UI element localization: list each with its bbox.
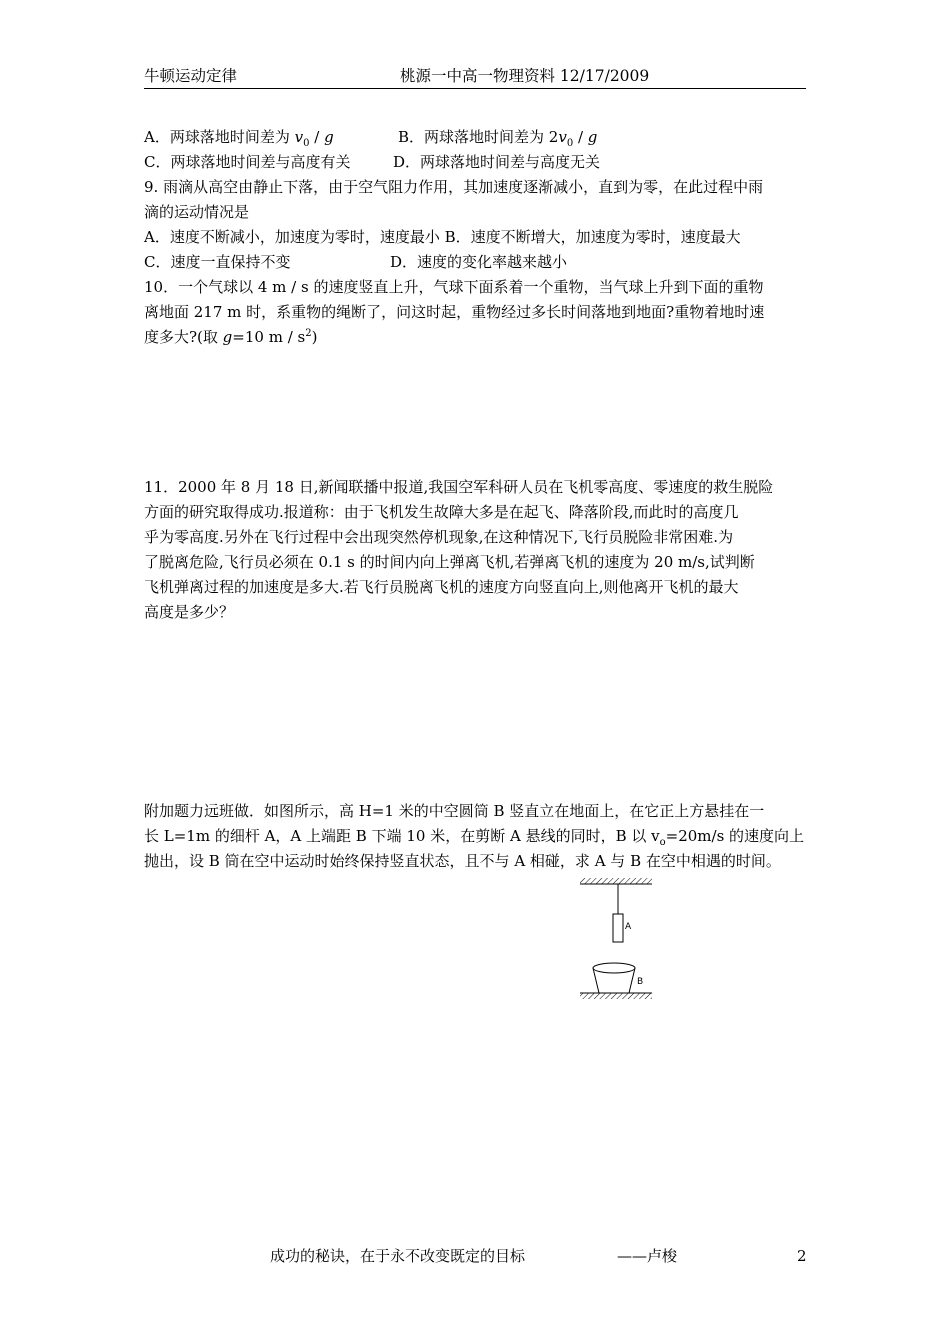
label-a: A <box>625 922 632 932</box>
q11-line6: 高度是多少？ <box>144 603 235 621</box>
header-left: 牛顿运动定律 <box>144 67 238 85</box>
cylinder-b-top <box>593 963 635 973</box>
q8-option-d: D．两球落地时间差与高度无关 <box>393 153 601 171</box>
footer-quote: 成功的秘诀，在于永不改变既定的目标 <box>270 1247 526 1265</box>
footer-author: ——卢梭 <box>617 1247 678 1265</box>
q11-line2: 方面的研究取得成功.报道称：由于飞机发生故障大多是在起飞、降落阶段,而此时的高度几 <box>144 503 739 521</box>
q11-line5: 飞机弹离过程的加速度是多大.若飞行员脱离飞机的速度方向竖直向上,则他离开飞机的最大 <box>144 578 739 596</box>
q8-option-a-v: v <box>294 128 304 146</box>
ceiling-hatch <box>580 878 652 884</box>
q8-option-a <box>144 126 334 149</box>
header-center: 桃源一中高一物理资料 12/17/2009 <box>400 67 650 85</box>
q10-line2: 离地面 217 m 时，系重物的绳断了，问这时起，重物经过多长时间落地到地面?重物着地时速 <box>144 303 765 321</box>
label-b: B <box>637 977 644 987</box>
q8-option-a-slash: / <box>309 128 325 146</box>
bonus-line2-sub: o <box>659 837 666 848</box>
q10-line3-close: ) <box>311 328 318 346</box>
q8-option-b <box>398 126 597 149</box>
q8-option-a-text: A．两球落地时间差为 <box>144 128 295 146</box>
q9-options-ab: A．速度不断减小，加速度为零时，速度最小 B．速度不断增大，加速度为零时，速度最大 <box>144 228 741 246</box>
q10-line3-unit: =10 m / s <box>232 328 306 346</box>
q9-stem-line2: 滴的运动情况是 <box>144 203 250 221</box>
q10-line3-sup: 2 <box>305 328 312 339</box>
q10-line3-text: 度多大?(取 <box>144 328 223 346</box>
ground-hatch <box>580 993 652 999</box>
q8-option-b-v: v <box>558 128 567 146</box>
q9-option-d: D．速度的变化率越来越小 <box>390 253 568 271</box>
physics-figure <box>570 870 670 1005</box>
rod-a <box>613 914 623 942</box>
q11-line4: 了脱离危险,飞行员必须在 0.1 s 的时间内向上弹离飞机,若弹离飞机的速度为 20 m/s,试判断 <box>144 553 755 571</box>
bonus-line2-text: 长 L=1m 的细杆 A，A 上端距 B 下端 10 米，在剪断 A 悬线的同时，B 以 v <box>144 827 660 845</box>
q11-line1: 11．2000 年 8 月 18 日,新闻联播中报道,我国空军科研人员在飞机零高度、零速度的救生脱险 <box>144 478 774 496</box>
bonus-line1: 附加题力远班做．如图所示，高 H=1 米的中空圆筒 B 竖直立在地面上，在它正上方悬挂在一 <box>144 802 765 820</box>
page-number: 2 <box>797 1247 807 1265</box>
q8-option-a-g: g <box>324 128 334 146</box>
q11-line3: 乎为零高度.另外在飞行过程中会出现突然停机现象,在这种情况下,飞行员脱险非常困难.为 <box>144 528 734 546</box>
q9-option-c: C．速度一直保持不变 <box>144 253 291 271</box>
bonus-line2 <box>144 825 804 848</box>
q10-line3 <box>144 326 317 347</box>
q8-option-b-text: B．两球落地时间差为 2 <box>398 128 559 146</box>
q8-option-b-g: g <box>587 128 598 146</box>
q10-line1: 10．一个气球以 4 m / s 的速度竖直上升，气球下面系着一个重物，当气球上升到下面的重物 <box>144 278 764 296</box>
q8-option-b-slash: / <box>573 128 588 146</box>
header-rule <box>144 88 806 89</box>
q8-option-a-sub: 0 <box>303 138 310 149</box>
q8-option-c: C．两球落地时间差与高度有关 <box>144 153 351 171</box>
q8-option-b-sub: 0 <box>566 138 574 149</box>
bonus-line2-tail: =20m/s 的速度向上 <box>665 827 805 845</box>
bonus-line3: 抛出，设 B 筒在空中运动时始终保持竖直状态，且不与 A 相碰，求 A 与 B 在空中相遇的时间。 <box>144 852 781 870</box>
q9-stem-line1: 9. 雨滴从高空由静止下落，由于空气阻力作用，其加速度逐渐减小，直到为零，在此过程中雨 <box>144 178 764 196</box>
q10-g: g <box>222 328 233 346</box>
